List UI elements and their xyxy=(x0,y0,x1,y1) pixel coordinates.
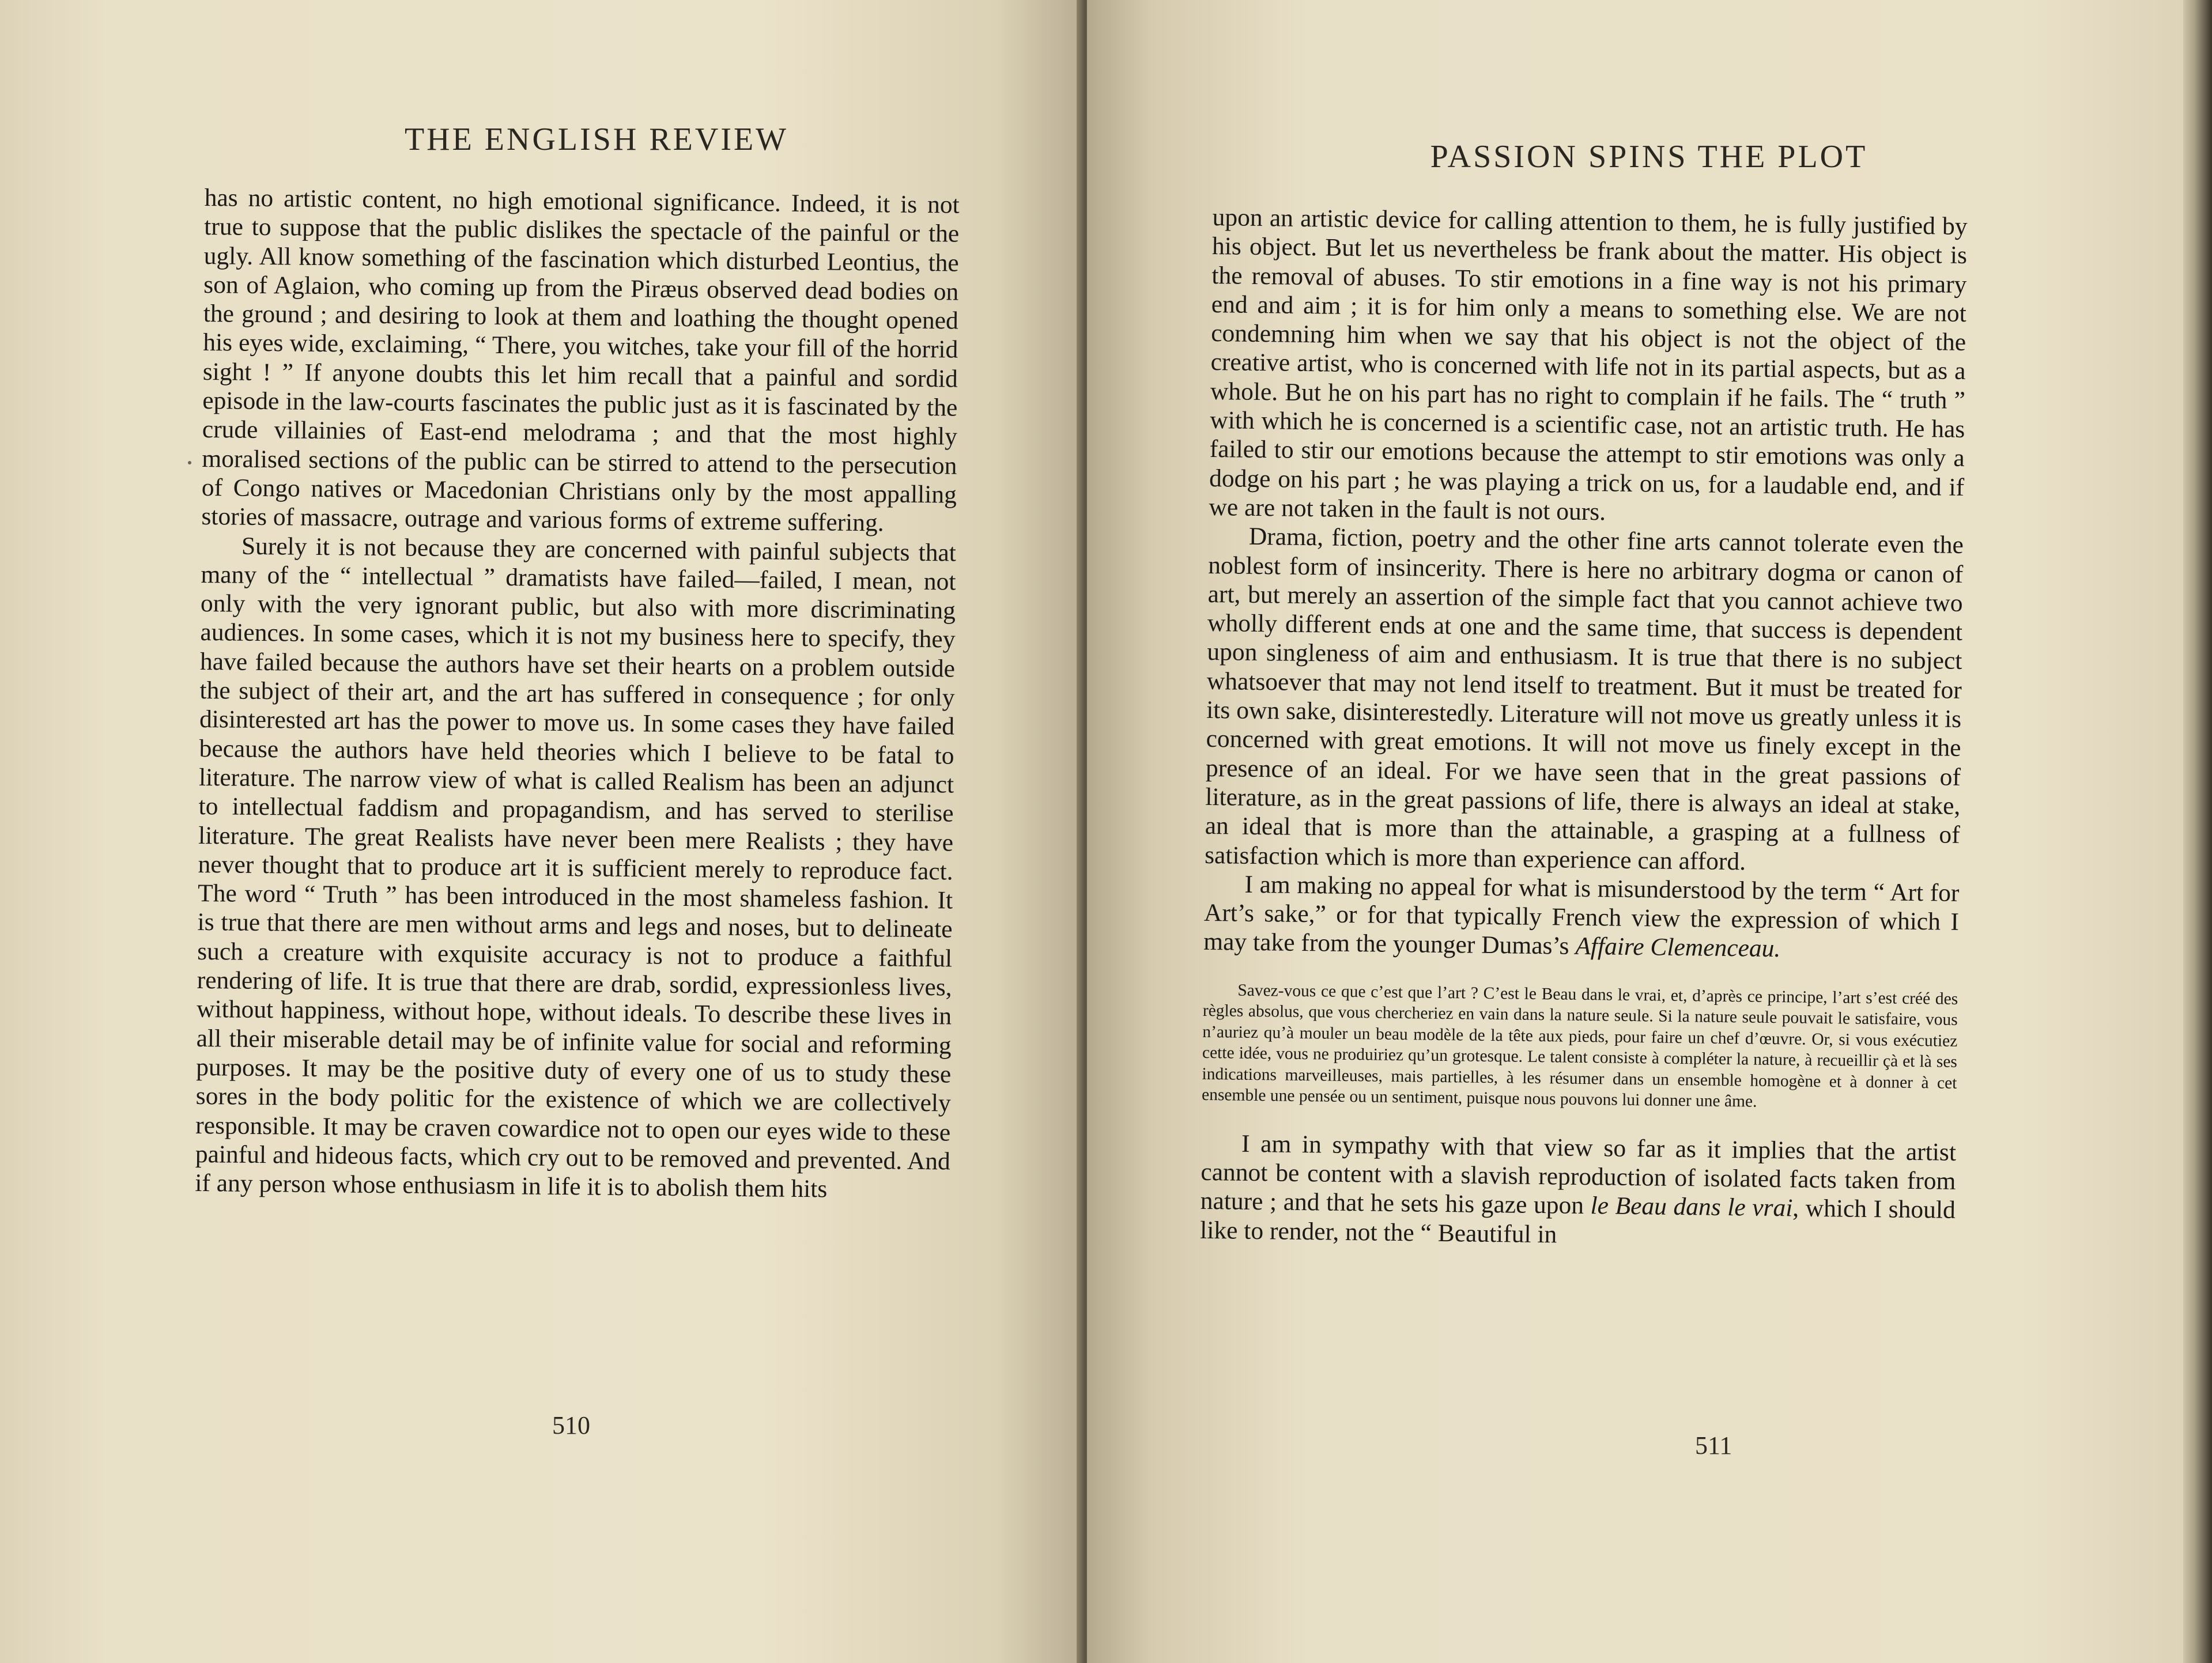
le-beau-dans-le-vrai: le Beau dans le vrai xyxy=(1590,1192,1793,1222)
paragraph-4-end: , which I should like to render, not the “ Beautiful in xyxy=(1199,1194,1956,1249)
right-page xyxy=(1087,0,2183,1663)
left-paragraph-2: Surely it is not because they are concerned with painful subjects that many of the “ intellectual ” dramatists have failed—failed, I mean, not only with the very ignorant public, but also with more discriminating audiences. In some cases, which it is not my business here to specify, they have failed because the authors have set their hearts on a problem outside the subject of their art, and the art has suffered in consequence ; for only disinterested art has the power to move us. In some cases they have failed because the authors have held theories which I believe to be fatal to literature. The narrow view of what is called Realism has been an adjunct to intellectual faddism and propagandism, and has served to sterilise literature. The great Realists have never been mere Realists ; they have never thought that to produce art it is sufficient merely to reproduce fact. The word “ Truth ” has been introduced in the most shameless fashion. It is true that there are men without arms and legs and noses, but to delineate such a creature with exquisite accuracy is not to produce a faithful rendering of life. It is true that there are drab, sordid, expressionless lives, without happiness, without hope, without ideals. To describe these lives in all their miserable detail may be of infinite value for social and reforming purposes. It may be the positive duty of every one of us to study these sores in the body politic for the existence of which we are collectively responsible. It may be craven cowardice not to open our eyes wide to these painful and hideous facts, which cry out to be removed and prevented. And if any person whose enthusiasm in life it is to abolish them hits xyxy=(195,532,957,1203)
affaire-clemenceau-title: Affaire Clemenceau. xyxy=(1575,932,1781,963)
right-running-head: PASSION SPINS THE PLOT xyxy=(1430,139,1868,175)
right-paragraph-1: upon an artistic device for calling attention to them, he is fully justified by his object. But let us nevertheless be frank about the matter. His object is the removal of abuses. To stir emotions in a fine way is not his primary end and aim ; it is for him only a means to something else. We are not condemning him when we say that his object is not the object of the creative artist, who is concerned with life not in its partial aspects, but as a whole. But he on his part has no right to complain if he fails. The “ truth ” with which he is concerned is a scientific case, not an artistic truth. He has failed to stir our emotions because the attempt to stir emotions was only a dodge on his part ; he was playing a trick on us, for a laudable end, and if we are not taken in the fault is not ours. xyxy=(1209,203,1968,526)
quote-text: Savez-vous ce que c’est que l’art ? C’est le Beau dans le vrai, et, d’après ce principe, l’art s’est créé des règles absolus, que vous chercheriez en vain dans la nature seule. Si la nature seule pouvait le satisfaire, vous n’auriez qu’à mouler un beau modèle de la tête aux pieds, pour faire un chef d’œuvre. Or, si vous exécutiez cette idée, vous ne produiriez qu’un grotesque. Le talent consiste à compléter la nature, à recueillir çà et là ses indications marveilleuses, mais partielles, à les résumer dans un ensemble homogène et à donner à cet ensemble une pensée ou un sentiment, puisque nous pouvons lui donner une âme. xyxy=(1201,981,1958,1111)
right-page-number: 511 xyxy=(1695,1431,1732,1460)
left-running-head: THE ENGLISH REVIEW xyxy=(404,122,789,157)
french-quotation xyxy=(1202,980,1958,1115)
right-text-column xyxy=(1200,203,1968,1254)
paper-speck xyxy=(188,461,191,464)
left-paragraph-1: has no artistic content, no high emotional significance. Indeed, it is not true to suppose that the public dislikes the spectacle of the painful or the ugly. All know something of the fascination which disturbed Leontius, the son of Aglaion, who coming up from the Piræus observed dead bodies on the ground ; and desiring to look at them and loathing the thought opened his eyes wide, exclaiming, “ There, you witches, take your fill of the horrid sight ! ” If anyone doubts this let him recall that a painful and sordid episode in the law-courts fascinates the public just as it is fascinated by the crude villainies of East-end melodrama ; and that the most highly moralised sections of the public can be stirred to attend to the persecution of Congo natives or Macedonian Christians only by the most appalling stories of massacre, outrage and various forms of extreme suffering. xyxy=(201,183,960,537)
left-page-number: 510 xyxy=(552,1411,590,1439)
right-paragraph-2: Drama, fiction, poetry and the other fine arts cannot tolerate even the noblest form of insincerity. There is here no arbitrary dogma or canon of art, but merely an assertion of the simple fact that you cannot achieve two wholly different ends at one and the same time, that success is dependent upon singleness of aim and enthusiasm. It is true that there is no subject whatsoever that may not lend itself to treatment. But it must be treated for its own sake, disinterestedly. Literature will not move us greatly unless it is concerned with great emotions. It will not move us finely except in the presence of an ideal. For we have seen that in the great passions of literature, as in the great passions of life, there is always an ideal at stake, an ideal that is more than the attainable, a grasping at a fullness of satisfaction which is more than experience can afford. xyxy=(1204,523,1964,875)
left-page xyxy=(0,0,1082,1663)
page-edge xyxy=(2183,0,2212,1663)
paragraph-3-text: I am making no appeal for what is misunderstood by the term “ Art for Art’s sake,” or for that typically French view the expression of which I may take from the younger Dumas’s xyxy=(1203,870,1960,961)
right-paragraph-4 xyxy=(1200,1129,1956,1254)
paragraph-4-text: I am in sympathy with that view so far as it implies that the artist cannot be content with a slavish reproduction of isolated facts taken from nature ; and that he sets his gaze upon xyxy=(1200,1129,1957,1220)
right-paragraph-3 xyxy=(1203,870,1960,966)
left-text-column xyxy=(195,183,960,1205)
